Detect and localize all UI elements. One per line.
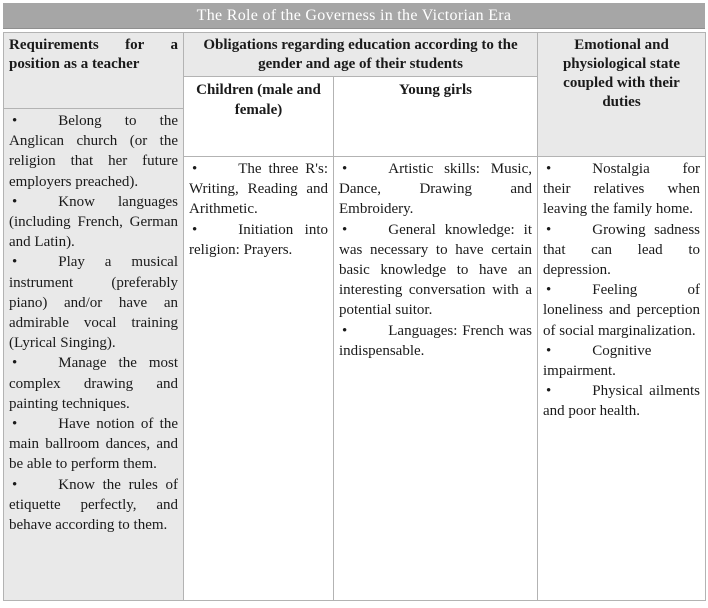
bullet-icon: • [12, 193, 18, 210]
bullet-icon: • [546, 383, 552, 400]
bullet-icon: • [12, 476, 18, 493]
list-item-text: Physical ailments and poor health. [543, 383, 700, 420]
table-title: The Role of the Governess in the Victorian Era [196, 7, 512, 24]
list-item [9, 111, 178, 192]
list-item-text: Artistic skills: Music, Dance, Drawing and Embroidery. [339, 161, 532, 218]
cell-requirements-list [4, 109, 184, 601]
list-item [9, 192, 178, 253]
bullet-icon: • [546, 342, 552, 359]
subheader-children [184, 77, 334, 157]
list-item-text: Feeling of loneliness and perception of social marginalization. [543, 282, 700, 339]
subheader-young-girls-label: Young girls [399, 82, 472, 98]
bullet-icon: • [12, 254, 18, 271]
subheader-young-girls [334, 77, 538, 157]
list-item [543, 341, 700, 381]
list-item-text: Cognitive impairment. [543, 342, 652, 380]
header-emotional-state-label: Emotional and physiological state coupled with their duties [562, 37, 681, 110]
list-item-text: General knowledge: it was necessary to have certain basic knowledge to have an interesting conversation with a potential suitor. [339, 221, 532, 319]
list-item [189, 220, 328, 260]
bullet-icon: • [546, 221, 552, 238]
list-item-text: Have notion of the main ballroom dances, and be able to perform them. [9, 416, 178, 473]
header-emotional-state [538, 33, 706, 157]
cell-emotional-state-list [538, 157, 706, 601]
header-requirements [4, 33, 184, 109]
list-item [543, 220, 700, 281]
list-item-text: Growing sadness that can lead to depression. [543, 221, 700, 279]
bullet-icon: • [546, 161, 552, 177]
list-item [9, 475, 178, 536]
list-item-text: Know the rules of etiquette perfectly, and behave according to them. [9, 476, 178, 534]
list-item [339, 220, 532, 321]
bullet-icon: • [192, 221, 198, 238]
subheader-children-label: Children (male and female) [196, 82, 321, 118]
header-obligations-label: Obligations regarding education according to the gender and age of their students [203, 37, 518, 72]
bullet-icon: • [12, 416, 18, 433]
list-item-text: Nostalgia for their relatives when leaving the family home. [543, 161, 700, 218]
list-item-text: Languages: French was indispensable. [339, 322, 532, 359]
list-item-text: The three R's: Writing, Reading and Arithmetic. [189, 161, 328, 218]
cell-children-curriculum [184, 157, 334, 601]
header-requirements-label: Requirements for a position as a teacher [9, 37, 178, 72]
bullet-icon: • [12, 355, 18, 372]
list-item-text: Belong to the Anglican church (or the religion that her future employers preached). [9, 113, 178, 190]
list-item [189, 159, 328, 220]
list-item-text: Know languages (including French, German and Latin). [9, 193, 178, 251]
list-item [339, 321, 532, 361]
bullet-icon: • [546, 282, 552, 299]
list-item [543, 280, 700, 341]
list-item [9, 252, 178, 353]
list-item-text: Play a musical instrument (preferably piano) and/or have an admirable vocal training (Lyrical Singing). [9, 254, 178, 352]
header-obligations [184, 33, 538, 77]
list-item-text: Initiation into religion: Prayers. [189, 221, 328, 258]
bullet-icon: • [12, 113, 18, 129]
list-item [9, 353, 178, 414]
bullet-icon: • [342, 221, 348, 238]
list-item [543, 381, 700, 421]
list-item [9, 414, 178, 475]
cell-young-girls-curriculum [334, 157, 538, 601]
bullet-icon: • [342, 322, 348, 339]
bullet-icon: • [342, 161, 348, 177]
bullet-icon: • [192, 161, 198, 177]
list-item [543, 159, 700, 220]
table-title-bar [3, 3, 705, 29]
list-item-text: Manage the most complex drawing and painting techniques. [9, 355, 178, 412]
governess-roles-table [3, 32, 706, 601]
list-item [339, 159, 532, 220]
